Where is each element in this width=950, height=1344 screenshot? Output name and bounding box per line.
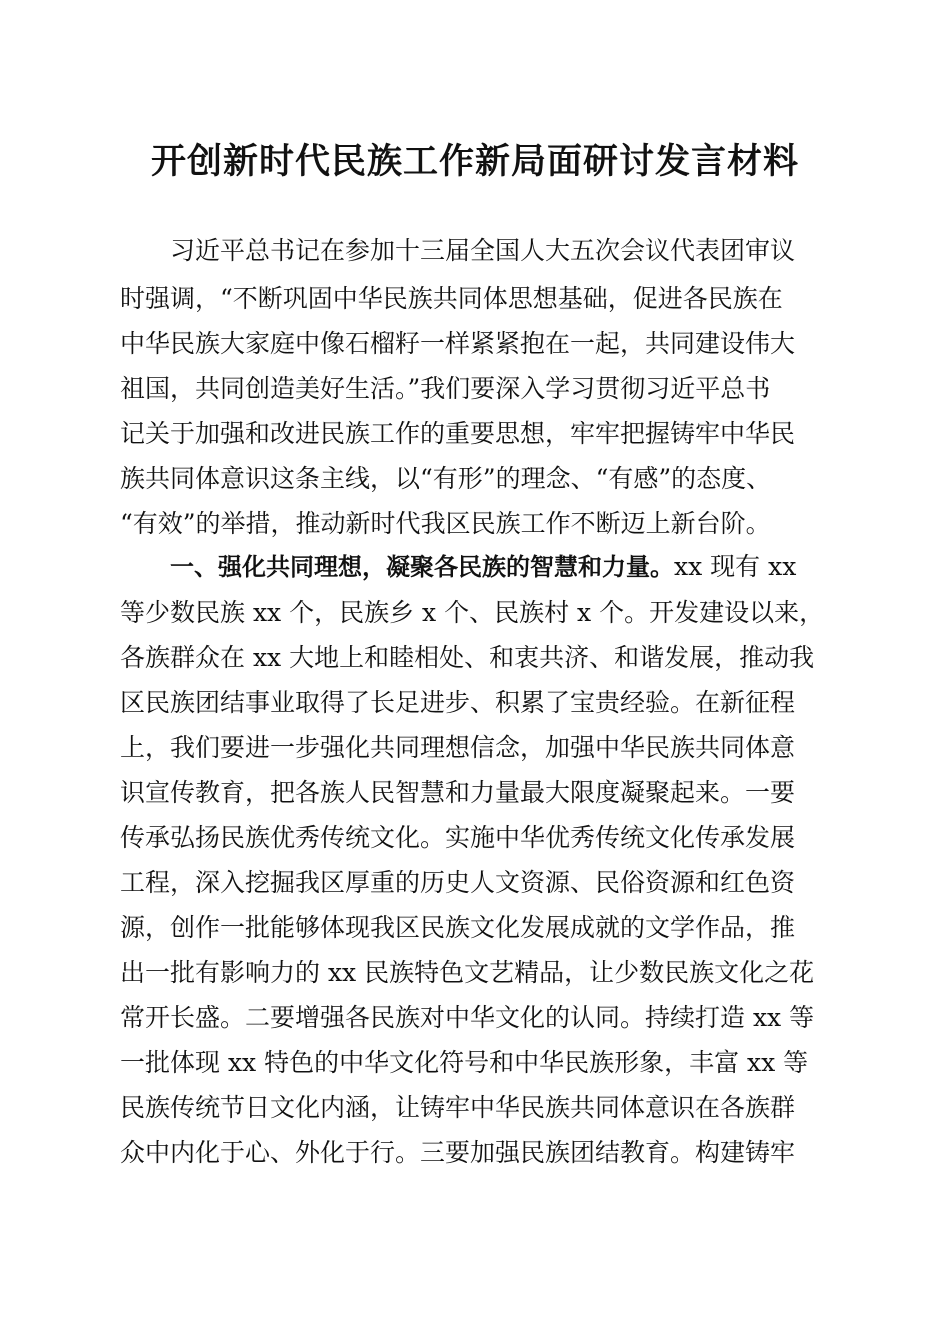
paragraph-line: 民族传统节日文化内涵，让铸牢中华民族共同体意识在各族群 (120, 1093, 796, 1122)
document-title: 开创新时代民族工作新局面研讨发言材料 (150, 141, 799, 182)
paragraph-line: 源，创作一批能够体现我区民族文化发展成就的文学作品，推 (120, 913, 796, 942)
paragraph-line: 工程，深入挖掘我区厚重的历史人文资源、民俗资源和红色资 (120, 868, 796, 897)
paragraph-line: 上，我们要进一步强化共同理想信念，加强中华民族共同体意 (120, 733, 796, 762)
paragraph-line: 时强调，“不断巩固中华民族共同体思想基础，促进各民族在 (120, 284, 783, 313)
paragraph-line: 一批体现 xx 特色的中华文化符号和中华民族形象，丰富 xx 等 (120, 1048, 809, 1077)
paragraph-line: 众中内化于心、外化于行。三要加强民族团结教育。构建铸牢 (120, 1138, 796, 1167)
paragraph-line: 各族群众在 xx 大地上和睦相处、和衷共济、和谐发展，推动我 (120, 643, 815, 672)
paragraph-line: 等少数民族 xx 个，民族乡 x 个、民族村 x 个。开发建设以来， (120, 598, 825, 627)
paragraph-line: 族共同体意识这条主线，以“有形”的理念、“有感”的态度、 (120, 464, 772, 493)
paragraph-line-tail: xx 现有 xx (674, 552, 797, 581)
paragraph-line: 中华民族大家庭中像石榴籽一样紧紧抱在一起，共同建设伟大 (120, 329, 796, 358)
paragraph-line: 祖国，共同创造美好生活。”我们要深入学习贯彻习近平总书 (120, 374, 771, 403)
section-heading: 一、强化共同理想，凝聚各民族的智慧和力量。 (170, 553, 674, 581)
paragraph-line: 区民族团结事业取得了长足进步、积累了宝贵经验。在新征程 (120, 688, 796, 717)
paragraph-line: 传承弘扬民族优秀传统文化。实施中华优秀传统文化传承发展 (120, 823, 796, 852)
section-heading-line (170, 552, 796, 582)
paragraph-line: 识宣传教育，把各族人民智慧和力量最大限度凝聚起来。一要 (120, 778, 796, 807)
paragraph-line: 常开长盛。二要增强各民族对中华文化的认同。持续打造 xx 等 (120, 1003, 815, 1032)
paragraph-line: 出一批有影响力的 xx 民族特色文艺精品，让少数民族文化之花 (120, 958, 815, 987)
paragraph-line: 记关于加强和改进民族工作的重要思想，牢牢把握铸牢中华民 (120, 419, 796, 448)
paragraph-line: 习近平总书记在参加十三届全国人大五次会议代表团审议 (170, 236, 796, 265)
paragraph-line: “有效”的举措，推动新时代我区民族工作不断迈上新台阶。 (120, 509, 771, 538)
